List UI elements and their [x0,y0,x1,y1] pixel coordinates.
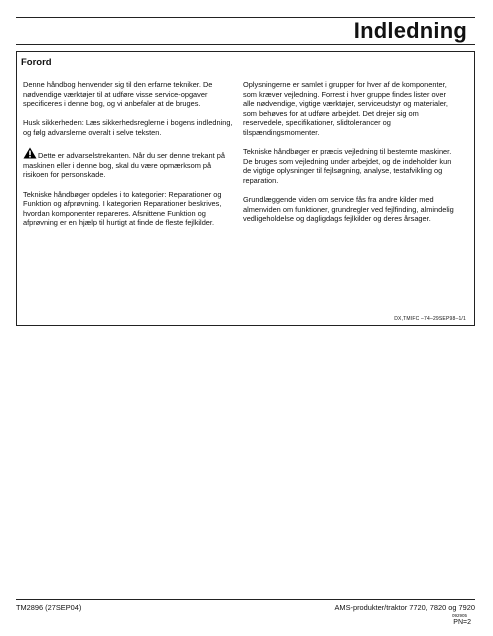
title-bar [16,17,475,45]
foreword-box [16,51,475,326]
section-heading: Forord [21,57,52,68]
paragraph: Oplysningerne er samlet i grupper for hver af de komponenter, som kræver vejledning. Forrest i hver gruppe findes lister over alle nødvendige, vigtige værktøjer, serviceudstyr og materialer, som behøves for at udføre arbejdet. Det drejer sig om reservedele, specifikationer, slidtolerancer og tilspændingsmomenter. [243,80,448,137]
paragraph: Grundlæggende viden om service fås fra andre kilder med almenviden om funktioner, grundregler ved fejlfinding, almindelig vedligeholdelse og dagligdags fejlkilder og deres årsager. [243,195,454,224]
footer-product: AMS-produkter/traktor 7720, 7820 og 7920 [334,603,475,612]
paragraph: Denne håndbog henvender sig til den erfarne tekniker. De nødvendige værktøjer til at udføre visse service-opgaver specificeres i denne bog, og vi anbefaler at de bruges. [23,80,213,109]
paragraph: Husk sikkerheden: Læs sikkerhedsreglerne i bogens indledning, og følg advarslerne overalt i selve teksten. [23,118,233,137]
paragraph: Tekniske håndbøger opdeles i to kategorier: Reparationer og Funktion og afprøvning. I kategorien Reparationer beskrives, hvordan komponenter repareres. Afsnittene Funktion og afprøvning er en hjælp til hurtigt at finde de fleste fejlkilder. [23,189,222,228]
reference-id: DX,TMIFC –74–29SEP98–1/1 [394,316,466,322]
warning-text: Dette er advarselstrekanten. Når du ser denne trekant på maskinen eller i denne bog, skal du være opmærksom på risikoen for personskade. [23,151,225,180]
page-title: Indledning [353,18,467,43]
warning-paragraph [23,147,235,180]
left-column [23,80,235,238]
footer-doc-id: TM2896 (27SEP04) [16,603,82,612]
warning-triangle-icon [23,147,37,159]
right-column [243,80,457,234]
page-number: PN=2 [453,619,471,626]
footer-divider [16,599,475,600]
paragraph: Tekniske håndbøger er præcis vejledning til bestemte maskiner. De bruges som vejledning under arbejdet, og de indeholder kun de vigtige oplysninger til fejlsøgning, analyse, testafvikling og reparation. [243,147,452,185]
footer-code: 092905 [451,613,467,618]
